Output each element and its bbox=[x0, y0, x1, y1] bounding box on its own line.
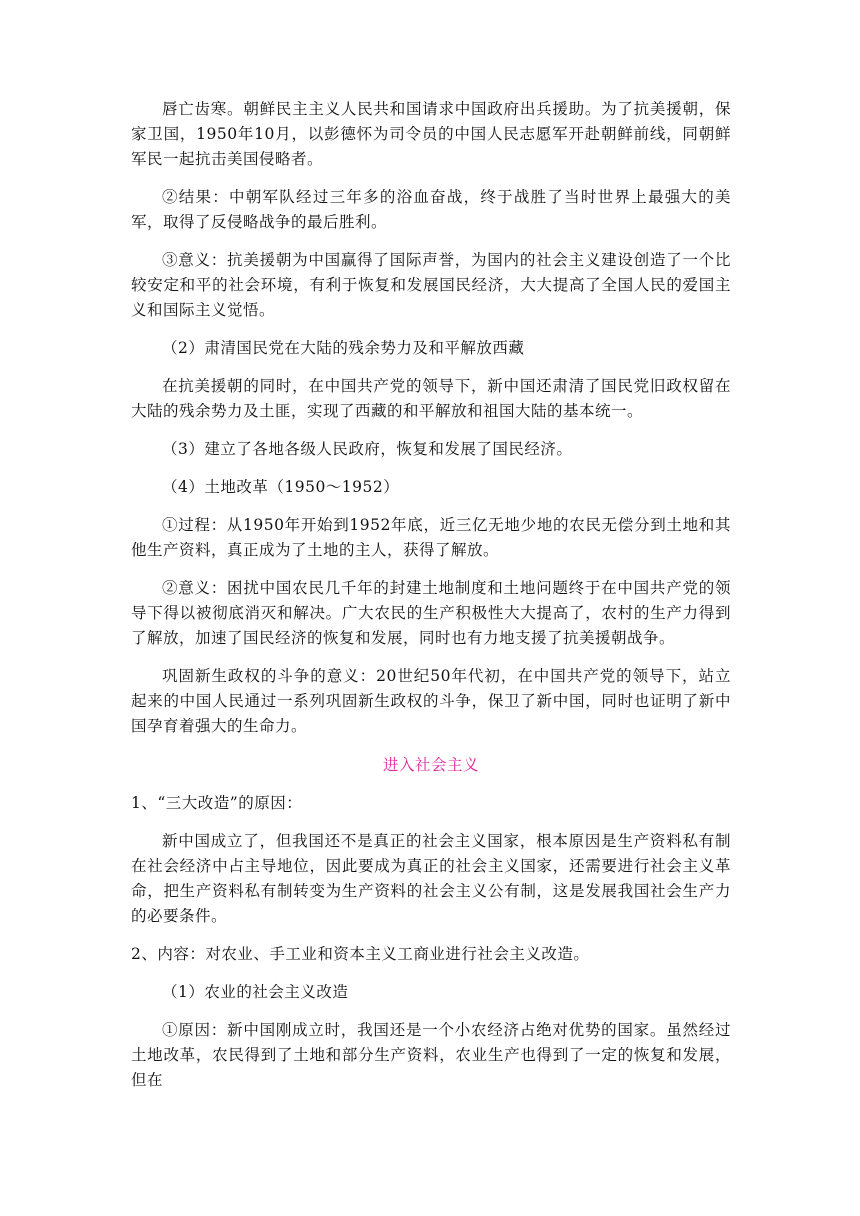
subheading-government: （3）建立了各地各级人民政府，恢复和发展了国民经济。 bbox=[162, 440, 573, 458]
subheading-tibet: （2）肃清国民党在大陆的残余势力及和平解放西藏 bbox=[162, 339, 525, 357]
paragraph-land-reform-process: ①过程：从1950年开始到1952年底，近三亿无地少地的农民无偿分到土地和其他生产资料，真正成为了土地的主人，获得了解放。 bbox=[131, 516, 731, 559]
section-heading: 进入社会主义 bbox=[382, 756, 479, 774]
item-content: 2、内容：对农业、手工业和资本主义工商业进行社会主义改造。 bbox=[131, 945, 590, 963]
paragraph-war-intro: 唇亡齿寒。朝鲜民主主义人民共和国请求中国政府出兵援助。为了抗美援朝，保家卫国，1950年10月，以彭德怀为司令员的中国人民志愿军开赴朝鲜前线，同朝鲜军民一起抗击美国侵略者。 bbox=[131, 100, 731, 168]
document-body bbox=[131, 97, 731, 1093]
paragraph-agriculture-reason: ①原因：新中国刚成立时，我国还是一个小农经济占绝对优势的国家。虽然经过土地改革，农民得到了土地和部分生产资料，农业生产也得到了一定的恢复和发展，但在 bbox=[131, 1021, 731, 1089]
item-reasons: 1、“三大改造”的原因： bbox=[131, 794, 303, 812]
subheading-land-reform: （4）土地改革（1950～1952） bbox=[162, 478, 400, 496]
subheading-agriculture: （1）农业的社会主义改造 bbox=[162, 983, 349, 1001]
paragraph-war-result: ②结果：中朝军队经过三年多的浴血奋战，终于战胜了当时世界上最强大的美军，取得了反侵略战争的最后胜利。 bbox=[131, 188, 731, 231]
paragraph-tibet: 在抗美援朝的同时，在中国共产党的领导下，新中国还肃清了国民党旧政权留在大陆的残余势力及土匪，实现了西藏的和平解放和祖国大陆的基本统一。 bbox=[131, 377, 731, 420]
paragraph-land-reform-significance: ②意义：困扰中国农民几千年的封建土地制度和土地问题终于在中国共产党的领导下得以被彻底消灭和解决。广大农民的生产积极性大大提高了，农村的生产力得到了解放，加速了国民经济的恢复和发展，同时也有力地支援了抗美援朝战争。 bbox=[131, 579, 731, 647]
paragraph-consolidation-significance: 巩固新生政权的斗争的意义：20世纪50年代初，在中国共产党的领导下，站立起来的中国人民通过一系列巩固新生政权的斗争，保卫了新中国，同时也证明了新中国孕育着强大的生命力。 bbox=[131, 667, 731, 735]
paragraph-war-significance: ③意义：抗美援朝为中国赢得了国际声誉，为国内的社会主义建设创造了一个比较安定和平的社会环境，有利于恢复和发展国民经济，大大提高了全国人民的爱国主义和国际主义觉悟。 bbox=[131, 251, 731, 319]
paragraph-reasons: 新中国成立了，但我国还不是真正的社会主义国家，根本原因是生产资料私有制在社会经济中占主导地位，因此要成为真正的社会主义国家，还需要进行社会主义革命，把生产资料私有制转变为生产资料的社会主义公有制，这是发展我国社会生产力的必要条件。 bbox=[131, 832, 731, 925]
